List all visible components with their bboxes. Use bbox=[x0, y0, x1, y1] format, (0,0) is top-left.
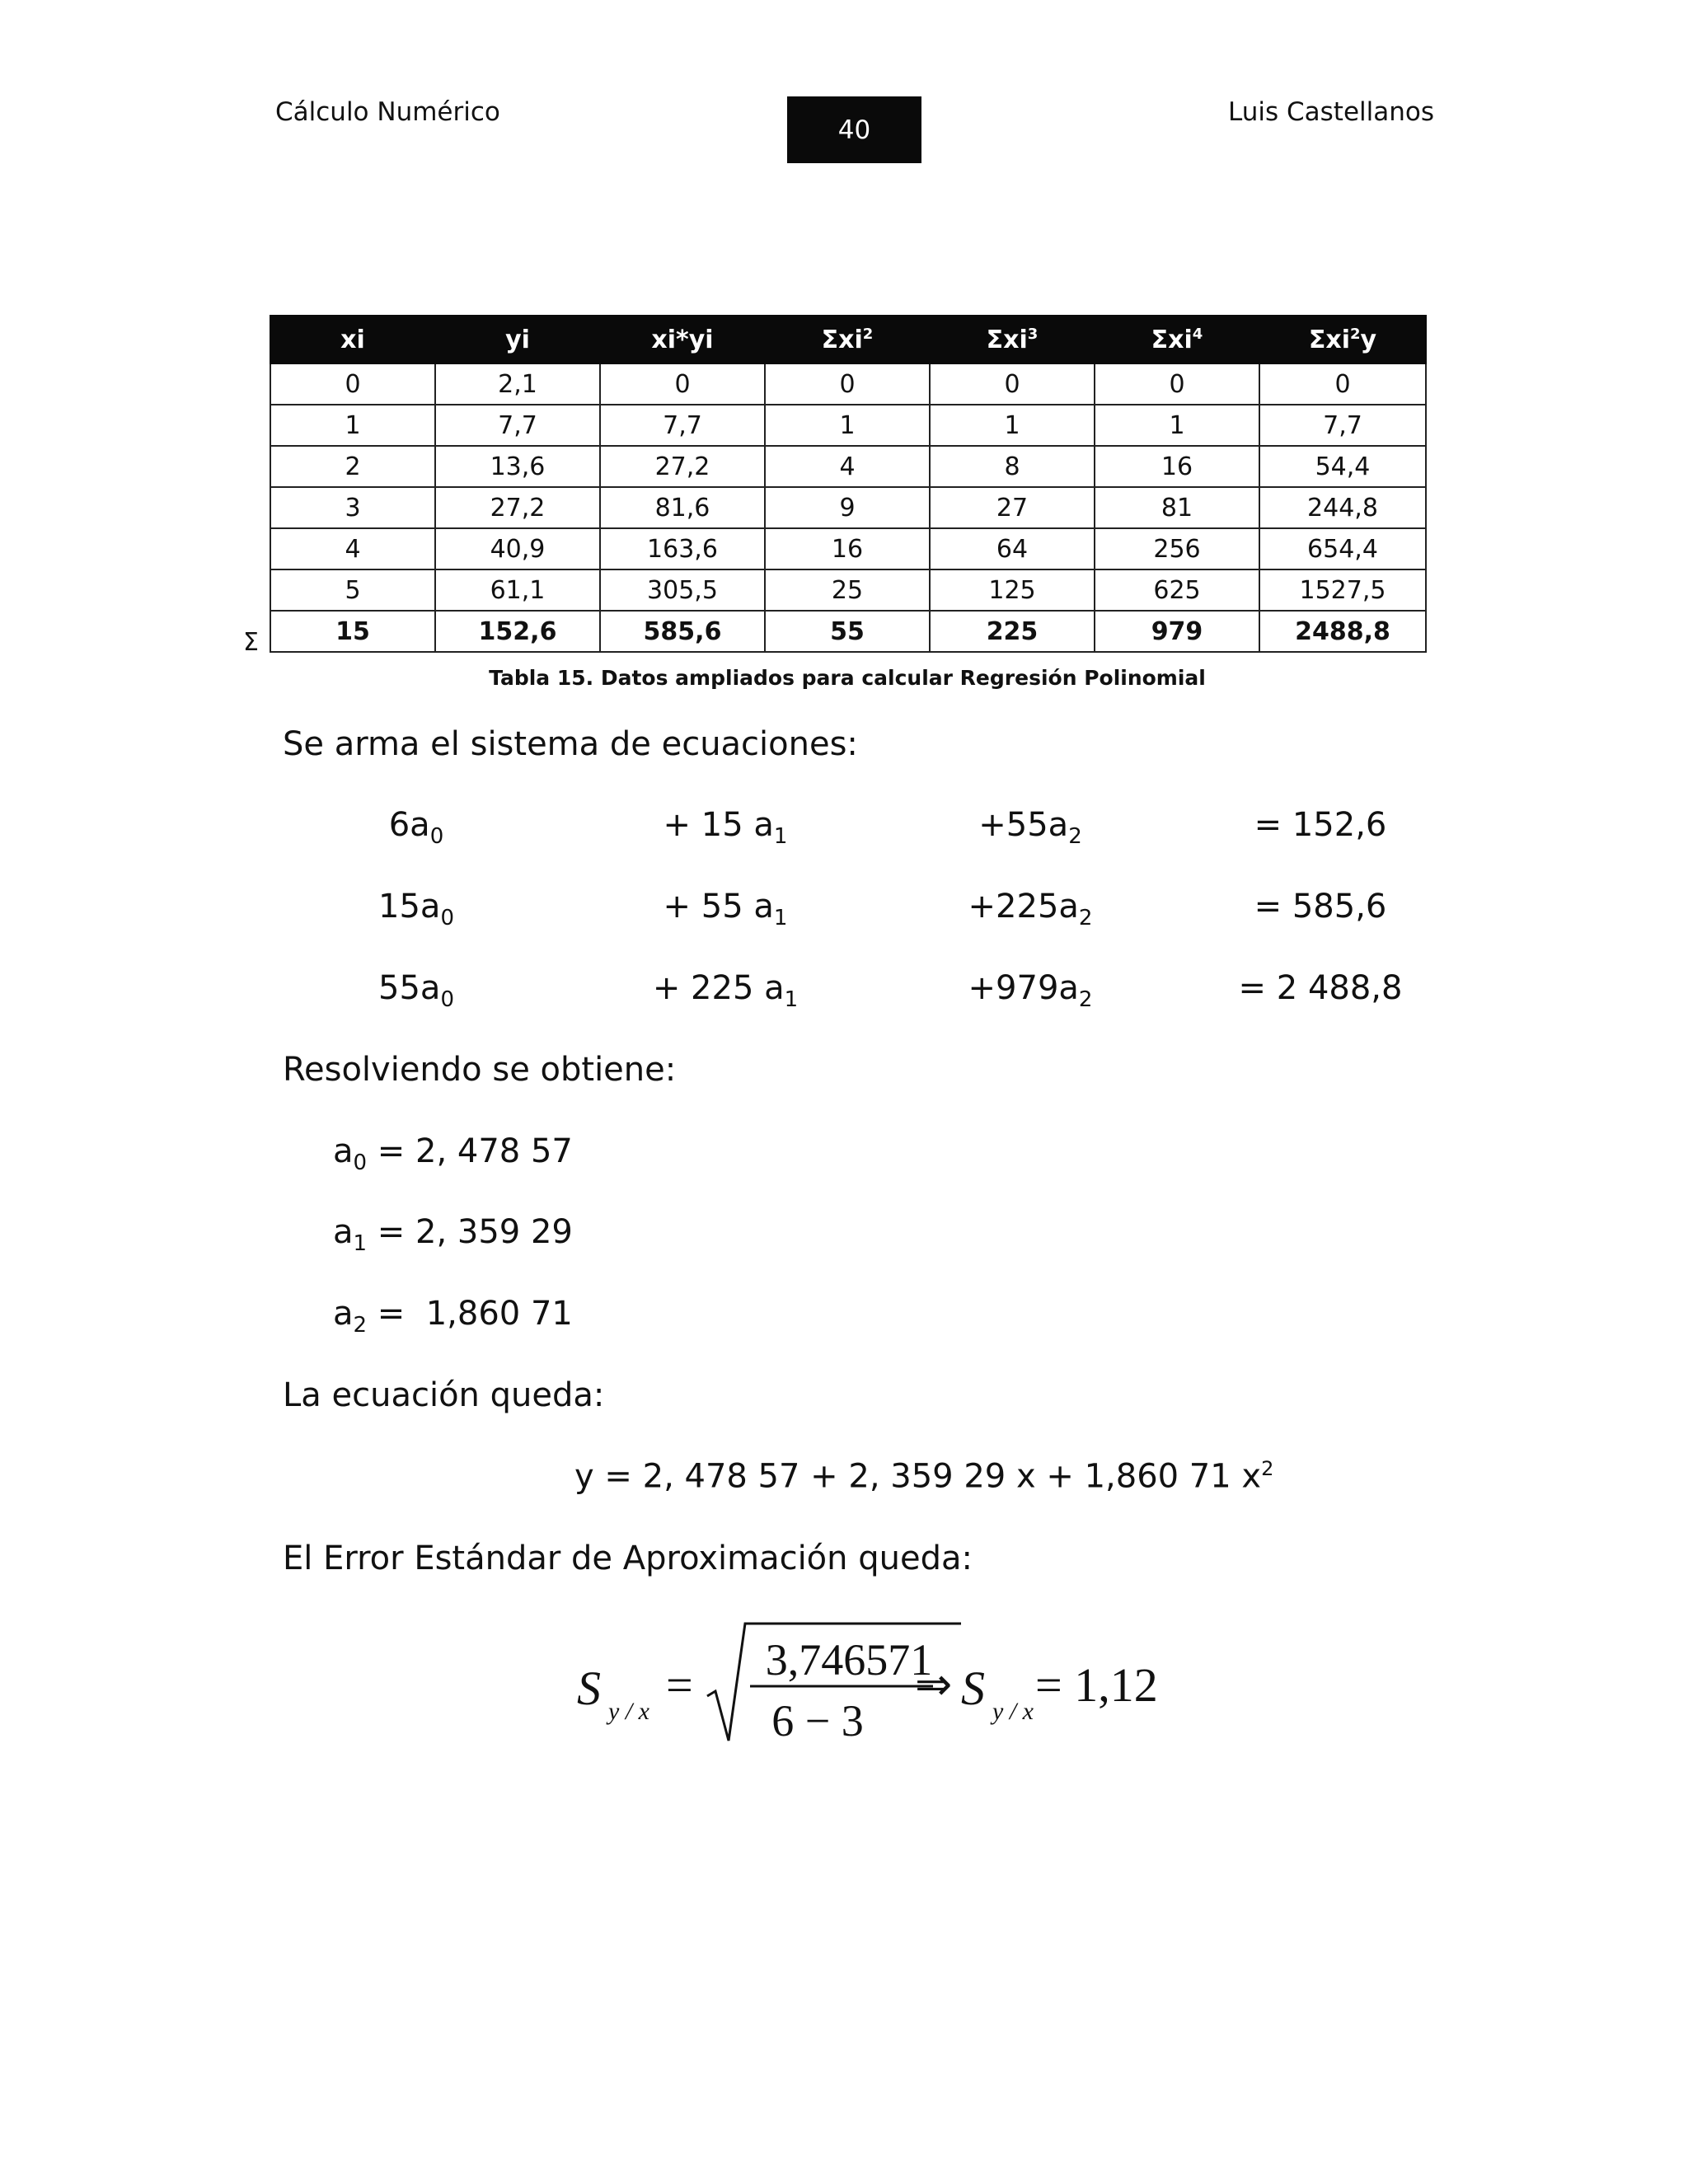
header-course-title: Cálculo Numérico bbox=[275, 97, 500, 127]
formula-denominator: 6 − 3 bbox=[771, 1696, 864, 1746]
table-cell: 27 bbox=[930, 487, 1095, 528]
system-term bbox=[610, 806, 841, 849]
system-term bbox=[301, 806, 532, 849]
system-term bbox=[915, 969, 1146, 1012]
table-row bbox=[270, 405, 1426, 446]
table-cell: 244,8 bbox=[1259, 487, 1426, 528]
system-term-text: +55a bbox=[978, 806, 1069, 844]
solution-value: = 2, 478 57 bbox=[367, 1132, 573, 1170]
regression-equation-exponent: 2 bbox=[1261, 1457, 1274, 1480]
column-header bbox=[270, 316, 435, 363]
formula-equals: = bbox=[666, 1658, 693, 1712]
system-term-subscript: 1 bbox=[773, 824, 788, 849]
solution-subscript: 0 bbox=[353, 1151, 368, 1175]
table-cell: 0 bbox=[600, 363, 765, 405]
system-term bbox=[1205, 888, 1436, 926]
table-cell: 0 bbox=[1259, 363, 1426, 405]
table-sum-cell: 225 bbox=[930, 611, 1095, 652]
formula-result: = 1,12 bbox=[1035, 1658, 1158, 1712]
table-cell: 654,4 bbox=[1259, 528, 1426, 569]
table-cell: 163,6 bbox=[600, 528, 765, 569]
table-cell: 27,2 bbox=[600, 446, 765, 487]
regression-equation-text: y = 2, 478 57 + 2, 359 29 x + 1,860 71 x bbox=[574, 1457, 1262, 1496]
table-sum-cell: 55 bbox=[765, 611, 930, 652]
table-cell: 16 bbox=[1095, 446, 1259, 487]
solution-value: = 2, 359 29 bbox=[367, 1213, 573, 1251]
table-cell: 8 bbox=[930, 446, 1095, 487]
solution-variable: a bbox=[333, 1295, 354, 1333]
system-term-text: 55a bbox=[378, 969, 441, 1007]
column-header-label: xi bbox=[340, 325, 365, 354]
table-cell: 81,6 bbox=[600, 487, 765, 528]
table-cell: 1 bbox=[1095, 405, 1259, 446]
formula-rhs-symbol: S bbox=[961, 1661, 985, 1715]
column-header bbox=[600, 316, 765, 363]
table-sum-cell: 2488,8 bbox=[1259, 611, 1426, 652]
system-term bbox=[915, 806, 1146, 849]
system-term-subscript: 2 bbox=[1068, 824, 1082, 849]
system-term-subscript: 1 bbox=[773, 906, 788, 930]
sum-symbol: Σ bbox=[243, 628, 259, 657]
system-term-subscript: 1 bbox=[784, 987, 799, 1012]
table-cell: 25 bbox=[765, 569, 930, 611]
solution-line bbox=[333, 1295, 573, 1338]
column-header bbox=[930, 316, 1095, 363]
system-term-text: 15a bbox=[378, 888, 441, 926]
system-intro-text: Se arma el sistema de ecuaciones: bbox=[283, 725, 858, 763]
table-cell: 0 bbox=[270, 363, 435, 405]
table-cell: 40,9 bbox=[435, 528, 600, 569]
table-cell: 1 bbox=[270, 405, 435, 446]
system-term-text: +225a bbox=[968, 888, 1079, 926]
table-cell: 5 bbox=[270, 569, 435, 611]
column-header-label: Σxi bbox=[821, 325, 863, 354]
system-term bbox=[610, 969, 841, 1012]
column-header-exponent: 2 bbox=[1350, 325, 1361, 343]
table-row bbox=[270, 363, 1426, 405]
table-cell: 0 bbox=[765, 363, 930, 405]
error-intro-text: El Error Estándar de Aproximación queda: bbox=[283, 1540, 973, 1577]
system-term-text: + 15 a bbox=[663, 806, 774, 844]
system-term bbox=[915, 888, 1146, 930]
solution-value: = 1,860 71 bbox=[367, 1295, 573, 1333]
table-sum-cell: 152,6 bbox=[435, 611, 600, 652]
system-term bbox=[1205, 806, 1436, 844]
column-header-exponent: 3 bbox=[1027, 325, 1039, 343]
solution-line bbox=[333, 1132, 573, 1175]
system-term-subscript: 0 bbox=[440, 987, 454, 1012]
regression-equation bbox=[574, 1457, 1273, 1495]
table-caption: Tabla 15. Datos ampliados para calcular Regresión Polinomial bbox=[489, 666, 1206, 690]
system-term bbox=[301, 888, 532, 930]
table-cell: 305,5 bbox=[600, 569, 765, 611]
column-header-exponent: 2 bbox=[862, 325, 874, 343]
system-term bbox=[301, 969, 532, 1012]
column-header-label: yi bbox=[505, 325, 530, 354]
table-cell: 1527,5 bbox=[1259, 569, 1426, 611]
table-cell: 256 bbox=[1095, 528, 1259, 569]
table-row bbox=[270, 446, 1426, 487]
system-term-text: +979a bbox=[968, 969, 1079, 1007]
system-term-text: = 152,6 bbox=[1254, 806, 1387, 844]
formula-rhs-subscript: y / x bbox=[992, 1698, 1034, 1725]
system-term-text: = 585,6 bbox=[1254, 888, 1387, 926]
table-cell: 0 bbox=[930, 363, 1095, 405]
table-cell: 61,1 bbox=[435, 569, 600, 611]
table-cell: 3 bbox=[270, 487, 435, 528]
column-header-label: Σxi bbox=[986, 325, 1028, 354]
table-cell: 1 bbox=[765, 405, 930, 446]
table-cell: 54,4 bbox=[1259, 446, 1426, 487]
table-cell: 2 bbox=[270, 446, 435, 487]
system-term bbox=[1205, 969, 1436, 1007]
table-cell: 16 bbox=[765, 528, 930, 569]
system-term-subscript: 2 bbox=[1078, 906, 1093, 930]
solution-variable: a bbox=[333, 1213, 354, 1251]
system-term-text: 6a bbox=[388, 806, 430, 844]
table-row bbox=[270, 528, 1426, 569]
table-cell: 4 bbox=[765, 446, 930, 487]
table-cell: 125 bbox=[930, 569, 1095, 611]
column-header-suffix: y bbox=[1360, 325, 1377, 354]
column-header bbox=[435, 316, 600, 363]
table-sum-row bbox=[270, 611, 1426, 652]
table-cell: 7,7 bbox=[435, 405, 600, 446]
formula-lhs-symbol: S bbox=[577, 1661, 601, 1715]
column-header-label: Σxi bbox=[1308, 325, 1351, 354]
table-cell: 7,7 bbox=[600, 405, 765, 446]
system-term-subscript: 0 bbox=[440, 906, 454, 930]
table-cell: 0 bbox=[1095, 363, 1259, 405]
standard-error-formula bbox=[577, 1615, 1170, 1772]
formula-lhs-subscript: y / x bbox=[608, 1698, 649, 1725]
system-term-subscript: 2 bbox=[1078, 987, 1093, 1012]
solve-intro-text: Resolviendo se obtiene: bbox=[283, 1051, 677, 1089]
solution-subscript: 1 bbox=[353, 1231, 368, 1256]
table-cell: 7,7 bbox=[1259, 405, 1426, 446]
table-sum-cell: 979 bbox=[1095, 611, 1259, 652]
page-number: 40 bbox=[837, 115, 871, 145]
table-cell: 9 bbox=[765, 487, 930, 528]
column-header bbox=[765, 316, 930, 363]
table-sum-cell: 15 bbox=[270, 611, 435, 652]
table-cell: 4 bbox=[270, 528, 435, 569]
table-cell: 13,6 bbox=[435, 446, 600, 487]
column-header-label: Σxi bbox=[1151, 325, 1193, 354]
column-header bbox=[1095, 316, 1259, 363]
solution-subscript: 2 bbox=[353, 1313, 368, 1338]
data-table bbox=[270, 315, 1427, 653]
table-header-row bbox=[270, 316, 1426, 363]
table-cell: 625 bbox=[1095, 569, 1259, 611]
table-cell: 64 bbox=[930, 528, 1095, 569]
system-term-subscript: 0 bbox=[429, 824, 444, 849]
system-term-text: + 225 a bbox=[652, 969, 785, 1007]
table-sum-cell: 585,6 bbox=[600, 611, 765, 652]
system-term-text: = 2 488,8 bbox=[1238, 969, 1403, 1007]
system-term bbox=[610, 888, 841, 930]
table-row bbox=[270, 487, 1426, 528]
column-header bbox=[1259, 316, 1426, 363]
table-cell: 2,1 bbox=[435, 363, 600, 405]
table-cell: 27,2 bbox=[435, 487, 600, 528]
table-cell: 1 bbox=[930, 405, 1095, 446]
table-row bbox=[270, 569, 1426, 611]
solution-variable: a bbox=[333, 1132, 354, 1170]
equation-intro-text: La ecuación queda: bbox=[283, 1376, 605, 1414]
column-header-label: xi*yi bbox=[651, 325, 714, 354]
formula-numerator: 3,746571 bbox=[765, 1635, 933, 1685]
formula-implies-arrow: ⇒ bbox=[915, 1660, 953, 1709]
header-author: Luis Castellanos bbox=[1228, 97, 1434, 127]
system-term-text: + 55 a bbox=[663, 888, 774, 926]
solution-line bbox=[333, 1213, 573, 1256]
page-number-box bbox=[787, 96, 921, 163]
column-header-exponent: 4 bbox=[1192, 325, 1203, 343]
table-cell: 81 bbox=[1095, 487, 1259, 528]
